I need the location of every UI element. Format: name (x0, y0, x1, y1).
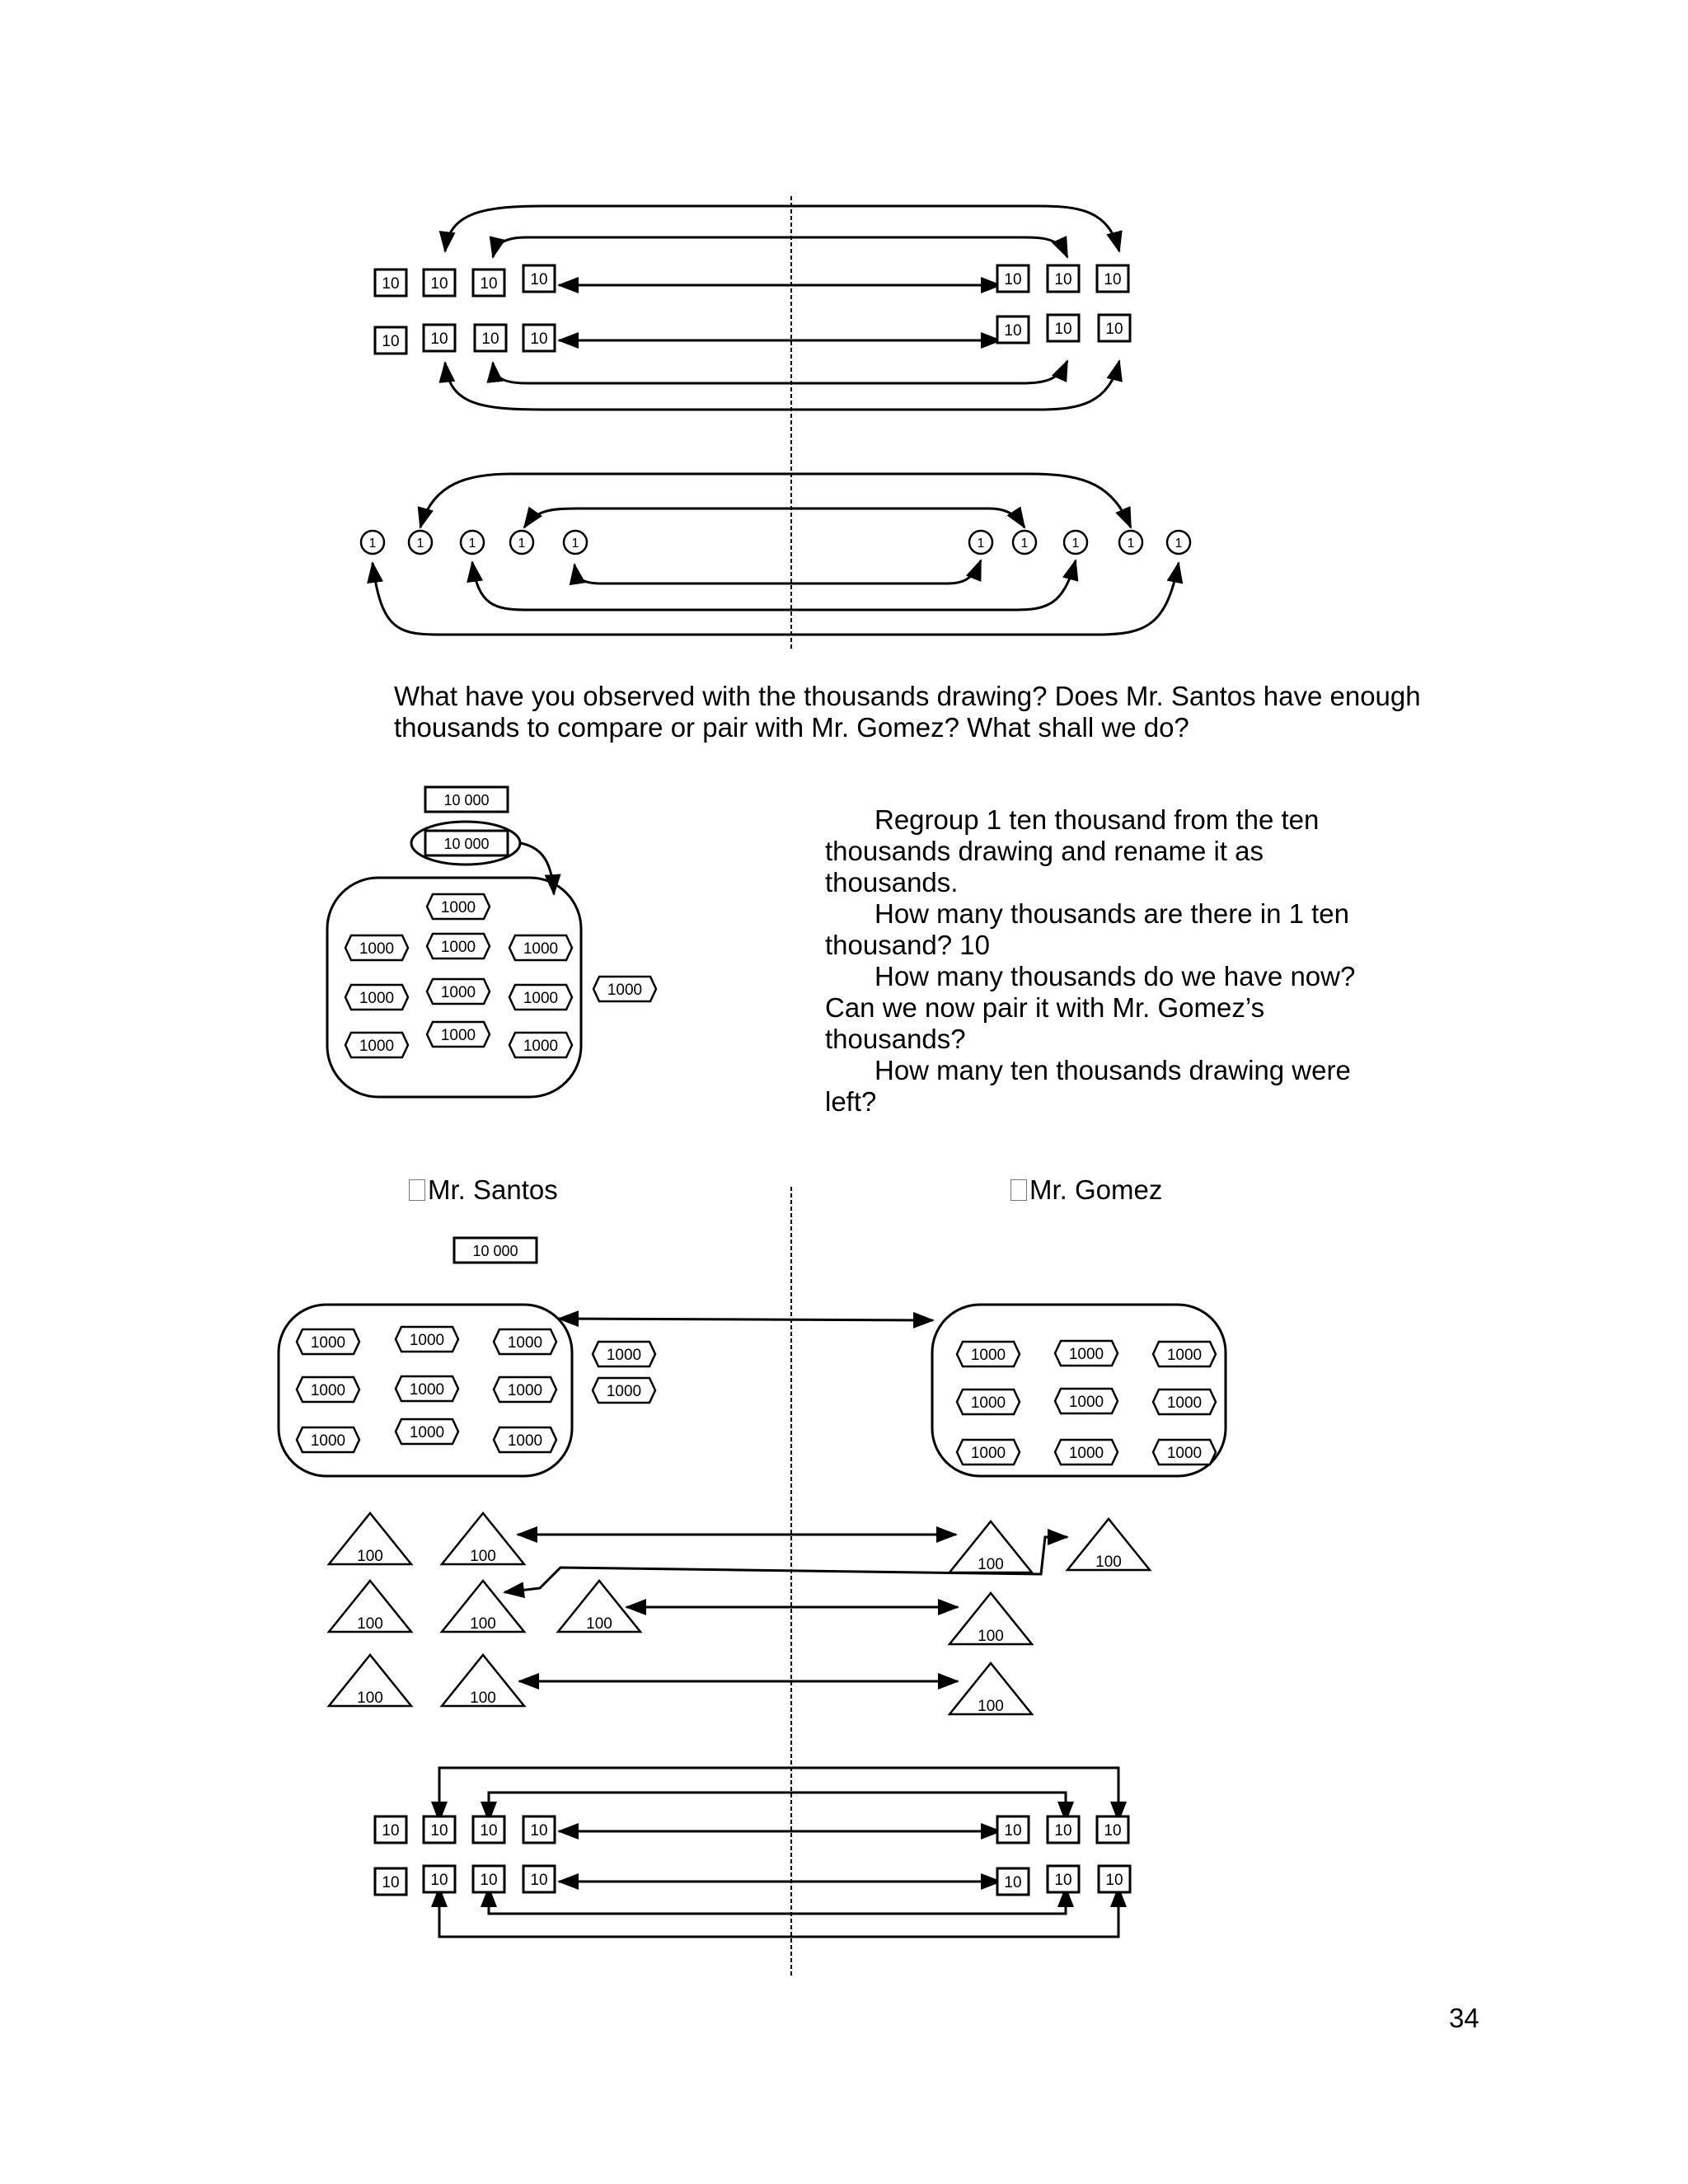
ten-label: 10 (1004, 271, 1022, 288)
thousand-block (509, 935, 572, 960)
ten-block (475, 325, 506, 351)
ten-label: 10 (382, 333, 400, 350)
ten-block (1097, 1816, 1128, 1843)
thousand-label: 1000 (1166, 1394, 1203, 1412)
thousand-label: 1000 (359, 990, 395, 1007)
ten-block (523, 265, 555, 292)
ten-block (1099, 315, 1130, 341)
ten-label: 10 (430, 1822, 448, 1840)
one-block (1064, 531, 1087, 554)
hundred-label: 100 (357, 1548, 383, 1565)
one-label: 1 (518, 537, 526, 551)
ten-thousand-label: 10 000 (443, 792, 490, 808)
ten-block (424, 1816, 455, 1843)
thousand-label: 1000 (1068, 1346, 1104, 1363)
thousand-block (297, 1427, 359, 1452)
thousand-label: 1000 (507, 1334, 543, 1352)
hundred-block (329, 1581, 411, 1633)
one-label: 1 (1020, 537, 1029, 551)
santos-header-label: Mr. Santos (428, 1174, 558, 1205)
thousand-label: 1000 (1068, 1445, 1104, 1462)
ten-block (375, 327, 406, 354)
thousand-block (396, 1327, 458, 1352)
thousand-label: 1000 (606, 1347, 642, 1364)
ten-block (523, 1866, 555, 1892)
thousand-block (1055, 1389, 1118, 1413)
thousand-block (427, 979, 490, 1004)
page-number: 34 (1449, 2003, 1479, 2033)
ten-block (1099, 1866, 1130, 1892)
thousand-label: 1000 (440, 939, 476, 956)
one-block (361, 531, 384, 554)
hundred-label: 100 (470, 1615, 496, 1633)
thousand-block (957, 1342, 1020, 1366)
tens-pairing-bottom (439, 1768, 1118, 1937)
ten-label: 10 (1104, 271, 1122, 288)
hundred-block (1067, 1519, 1150, 1571)
ten-label: 10 (1004, 1874, 1022, 1891)
ten-block (997, 265, 1029, 292)
ten-block (997, 1868, 1029, 1895)
hundred-label: 100 (470, 1690, 496, 1707)
thousands-pair-arrow (559, 1319, 933, 1320)
hundred-block (329, 1655, 411, 1707)
gomez-header-label: Mr. Gomez (1029, 1174, 1163, 1205)
checkbox-glyph-icon (1010, 1179, 1027, 1201)
ten-label: 10 (1105, 1872, 1123, 1889)
ten-label: 10 (1054, 1822, 1072, 1840)
ten-block (1048, 315, 1079, 341)
ten-thousand-label: 10 000 (443, 836, 490, 852)
ten-block (1048, 1866, 1079, 1892)
thousand-label: 1000 (409, 1381, 445, 1399)
hundred-block (442, 1513, 524, 1565)
one-label: 1 (468, 537, 476, 551)
ten-label: 10 (530, 1822, 548, 1840)
one-block (510, 531, 533, 554)
hundred-label: 100 (586, 1615, 612, 1633)
thousand-block (427, 894, 490, 919)
ten-block (523, 1816, 555, 1843)
ten-block (1048, 1816, 1079, 1843)
one-label: 1 (977, 537, 985, 551)
ten-block (424, 1866, 455, 1892)
ten-label: 10 (481, 330, 499, 348)
instruction-line: How many thousands are there in 1 ten thousand? 10 (825, 898, 1350, 960)
ten-block (375, 1816, 406, 1843)
hundred-label: 100 (357, 1615, 383, 1633)
one-block (1167, 531, 1190, 554)
ten-label: 10 (382, 1874, 400, 1891)
one-label: 1 (571, 537, 579, 551)
ten-thousand-label: 10 000 (472, 1243, 518, 1259)
thousand-label: 1000 (970, 1445, 1006, 1462)
thousand-label: 1000 (523, 940, 559, 958)
hundred-label: 100 (357, 1690, 383, 1707)
thousand-block (1153, 1390, 1216, 1414)
ten-label: 10 (480, 275, 498, 293)
ten-label: 10 (1054, 271, 1072, 288)
thousand-block (345, 1033, 408, 1057)
ten-block (1097, 265, 1128, 292)
thousand-block (1055, 1341, 1118, 1366)
thousand-label: 1000 (440, 899, 476, 916)
ten-label: 10 (430, 330, 448, 348)
hundred-block (950, 1663, 1032, 1715)
thousand-label: 1000 (310, 1432, 346, 1450)
hundred-label: 100 (978, 1556, 1004, 1573)
thousand-block (427, 1022, 490, 1047)
hundred-block (442, 1655, 524, 1707)
one-block (461, 531, 484, 554)
thousand-block (1055, 1440, 1118, 1465)
thousand-label: 1000 (523, 1038, 559, 1055)
hundred-block (442, 1581, 524, 1633)
thousand-label: 1000 (409, 1332, 445, 1349)
ten-label: 10 (1054, 321, 1072, 338)
ten-block (523, 325, 555, 351)
thousand-block (396, 1419, 458, 1444)
thousand-block (1153, 1440, 1216, 1465)
one-block (1119, 531, 1142, 554)
ten-label: 10 (480, 1822, 498, 1840)
hundred-label: 100 (1095, 1554, 1122, 1571)
one-label: 1 (1071, 537, 1080, 551)
one-label: 1 (1175, 537, 1183, 551)
gomez-header (1010, 1174, 1162, 1206)
thousand-block (297, 1329, 359, 1354)
thousand-label: 1000 (440, 1027, 476, 1044)
ten-label: 10 (1004, 1822, 1022, 1840)
ten-block (473, 1866, 504, 1892)
thousands-hexagons-regroup (345, 894, 656, 1057)
ten-block (424, 325, 455, 351)
ten-block (375, 269, 406, 296)
ones-pairing (373, 474, 1179, 635)
ten-label: 10 (1054, 1872, 1072, 1889)
thousand-block (957, 1440, 1020, 1465)
thousand-block (345, 935, 408, 960)
thousand-block (593, 977, 656, 1001)
ten-label: 10 (430, 1872, 448, 1889)
ten-block (424, 269, 455, 296)
thousand-block (1153, 1342, 1216, 1366)
thousand-label: 1000 (607, 982, 643, 999)
thousand-label: 1000 (970, 1394, 1006, 1412)
hundred-block (950, 1593, 1032, 1645)
thousand-block (494, 1377, 556, 1402)
ten-block (1048, 265, 1079, 292)
ones-circles (361, 531, 1190, 554)
ten-label: 10 (530, 271, 548, 288)
hundred-block (329, 1513, 411, 1565)
ten-label: 10 (530, 330, 548, 348)
one-label: 1 (368, 537, 377, 551)
thousand-block (509, 985, 572, 1010)
one-label: 1 (1127, 537, 1135, 551)
question-paragraph: What have you observed with the thousands drawing? Does Mr. Santos have enough thousands to compare or pair with Mr. Gomez? What shall we do? (394, 681, 1421, 743)
thousand-block (494, 1427, 556, 1452)
thousand-label: 1000 (507, 1382, 543, 1399)
ten-label: 10 (382, 275, 400, 293)
hundred-label: 100 (978, 1628, 1004, 1645)
ten-block (473, 1816, 504, 1843)
one-block (1013, 531, 1036, 554)
thousand-block (593, 1378, 655, 1403)
hundred-label: 100 (978, 1698, 1004, 1715)
one-label: 1 (416, 537, 424, 551)
tens-pairing-top (445, 206, 1122, 410)
ten-label: 10 (382, 1822, 400, 1840)
ten-block (997, 316, 1029, 343)
hundred-block (950, 1521, 1032, 1573)
thousand-block (593, 1342, 655, 1366)
one-block (969, 531, 992, 554)
thousand-label: 1000 (606, 1383, 642, 1400)
thousand-label: 1000 (440, 984, 476, 1001)
ten-block (997, 1816, 1029, 1843)
thousand-block (494, 1329, 556, 1354)
thousand-block (957, 1390, 1020, 1414)
ten-label: 10 (1105, 321, 1123, 338)
ten-block (375, 1868, 406, 1895)
instructions-paragraph (825, 804, 1402, 1118)
one-block (409, 531, 432, 554)
ten-label: 10 (530, 1872, 548, 1889)
thousand-label: 1000 (970, 1347, 1006, 1364)
thousand-label: 1000 (310, 1382, 346, 1399)
thousand-block (509, 1033, 572, 1057)
thousand-label: 1000 (1166, 1445, 1203, 1462)
thousand-block (396, 1376, 458, 1401)
thousand-label: 1000 (359, 940, 395, 958)
ten-label: 10 (1104, 1822, 1122, 1840)
tens-boxes-bottom (375, 1816, 1130, 1895)
thousand-label: 1000 (1166, 1347, 1203, 1364)
thousand-block (427, 934, 490, 958)
thousands-hexagons-compare (297, 1327, 1216, 1465)
ten-label: 10 (480, 1872, 498, 1889)
tens-straight-arrows (559, 285, 1001, 340)
thousand-block (297, 1377, 359, 1402)
instruction-line: How many ten thousands drawing were left? (825, 1055, 1351, 1117)
thousand-label: 1000 (523, 990, 559, 1007)
thousand-label: 1000 (310, 1334, 346, 1352)
ten-block (473, 269, 504, 296)
one-block (564, 531, 587, 554)
hundred-label: 100 (470, 1548, 496, 1565)
thousand-label: 1000 (409, 1424, 445, 1441)
ten-label: 10 (430, 275, 448, 293)
thousand-label: 1000 (507, 1432, 543, 1450)
hundreds-triangles (329, 1513, 1150, 1715)
instruction-line: Regroup 1 ten thousand from the ten thousands drawing and rename it as thousands. (825, 804, 1320, 898)
ten-label: 10 (1004, 322, 1022, 340)
thousand-label: 1000 (1068, 1394, 1104, 1411)
thousand-block (345, 985, 408, 1010)
instruction-line: How many thousands do we have now? Can we now pair it with Mr. Gomez’s thousands? (825, 961, 1356, 1054)
santos-header (409, 1174, 558, 1206)
checkbox-glyph-icon (409, 1179, 425, 1201)
thousand-label: 1000 (359, 1038, 395, 1055)
